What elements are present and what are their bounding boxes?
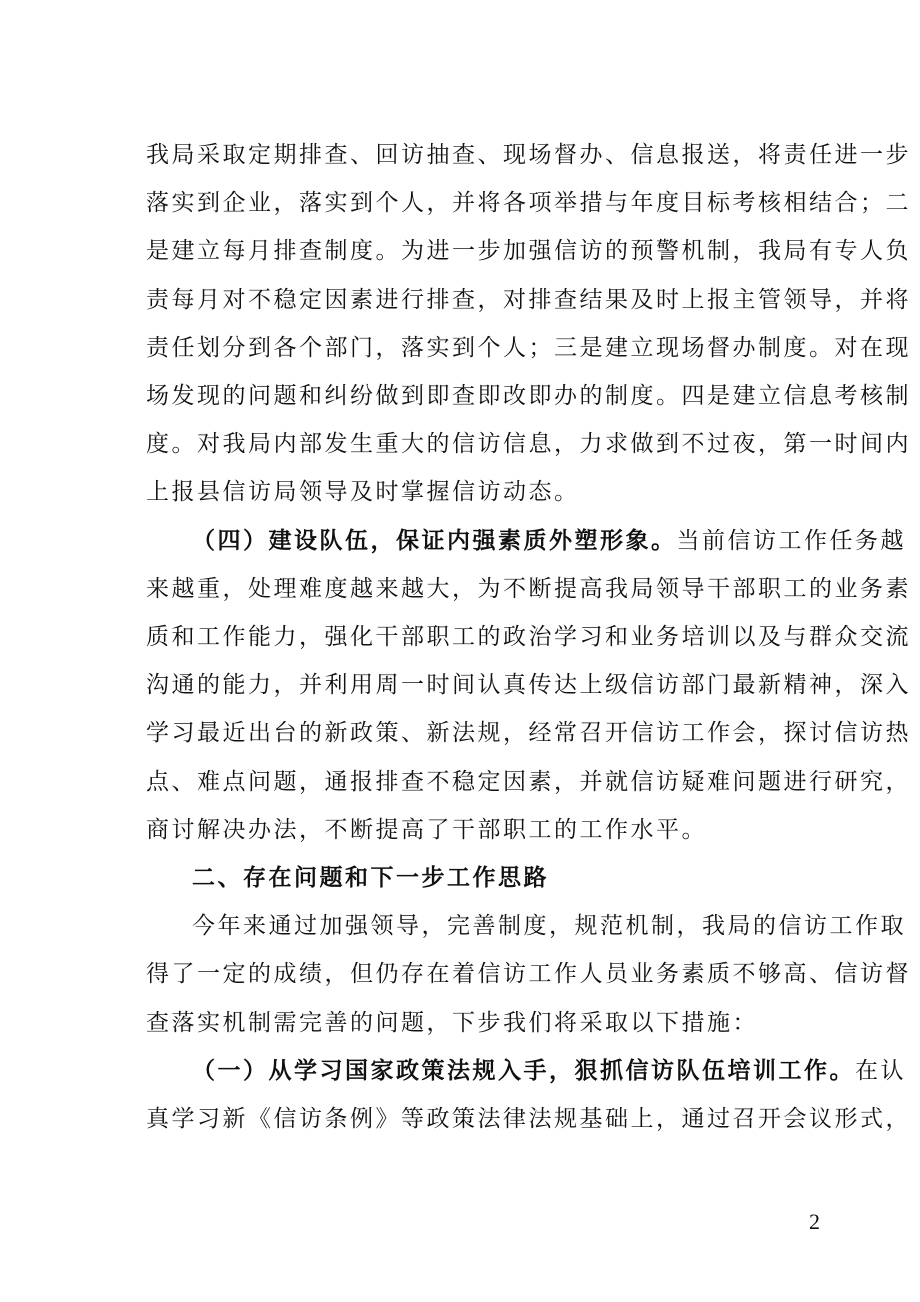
text-segment: 责每月对不稳定因素进行排查，对排查结果及时上报主管领导，并将 [146, 286, 911, 313]
bold-text-segment: （四）建设队伍，保证内强素质外塑形象。 [192, 526, 677, 554]
text-segment: 是建立每月排查制度。为进一步加强信访的预警机制，我局有专人负 [146, 238, 911, 265]
text-line [146, 670, 911, 700]
text-segment: 来越重，处理难度越来越大，为不断提高我局领导干部职工的业务素 [146, 575, 911, 602]
text-segment: 质和工作能力，强化干部职工的政治学习和业务培训以及与群众交流 [146, 624, 911, 650]
text-line [146, 959, 911, 989]
text-line [146, 140, 911, 170]
text-line [146, 718, 911, 748]
text-line [146, 477, 796, 507]
text-line [192, 863, 796, 893]
text-line [146, 333, 911, 363]
text-line [146, 188, 911, 218]
bold-text-segment: （一）从学习国家政策法规入手，狠抓信访队伍培训工作。 [192, 1056, 855, 1084]
text-segment: 当前信访工作任务越 [676, 527, 906, 554]
text-segment: 沟通的能力，并利用周一时间认真传达上级信访部门最新精神，深入 [146, 672, 911, 699]
text-segment: 在认 [855, 1057, 906, 1084]
text-segment: 得了一定的成绩，但仍存在着信访工作人员业务素质不够高、信访督 [146, 961, 911, 988]
text-segment: 上报县信访局领导及时掌握信访动态。 [146, 479, 580, 506]
text-line [192, 526, 906, 556]
text-line [192, 911, 906, 941]
text-segment: 真学习新《信访条例》等政策法律法规基础上，通过召开会议形式， [146, 1106, 911, 1132]
text-segment: 度。对我局内部发生重大的信访信息，力求做到不过夜，第一时间内 [146, 431, 911, 458]
text-segment: 场发现的问题和纠纷做到即查即改即办的制度。四是建立信息考核制 [146, 383, 911, 409]
text-segment: 点、难点问题，通报排查不稳定因素，并就信访疑难问题进行研究， [146, 768, 911, 795]
text-line [192, 1056, 906, 1086]
text-segment: 落实到企业，落实到个人，并将各项举措与年度目标考核相结合；二 [146, 190, 911, 217]
text-line [146, 767, 911, 797]
text-segment: 学习最近出台的新政策、新法规，经常召开信访工作会，探讨信访热 [146, 720, 911, 747]
text-line [146, 574, 911, 604]
text-line [146, 1104, 911, 1134]
text-segment: 商讨解决办法，不断提高了干部职工的工作水平。 [146, 816, 707, 843]
text-segment: 今年来通过加强领导，完善制度，规范机制，我局的信访工作取 [192, 913, 906, 940]
page-number: 2 [809, 1209, 820, 1234]
text-line [146, 429, 911, 459]
text-segment: 查落实机制需完善的问题，下步我们将采取以下措施： [146, 1009, 758, 1036]
text-line [146, 622, 911, 652]
text-segment: 责任划分到各个部门，落实到个人；三是建立现场督办制度。对在现 [146, 334, 911, 361]
text-line [146, 381, 911, 411]
text-line [146, 815, 796, 845]
text-line [146, 1008, 796, 1038]
text-line [146, 285, 911, 315]
bold-text-segment: 二、存在问题和下一步工作思路 [192, 864, 549, 891]
text-segment: 我局采取定期排查、回访抽查、现场督办、信息报送，将责任进一步 [146, 142, 911, 168]
text-line [146, 236, 911, 266]
